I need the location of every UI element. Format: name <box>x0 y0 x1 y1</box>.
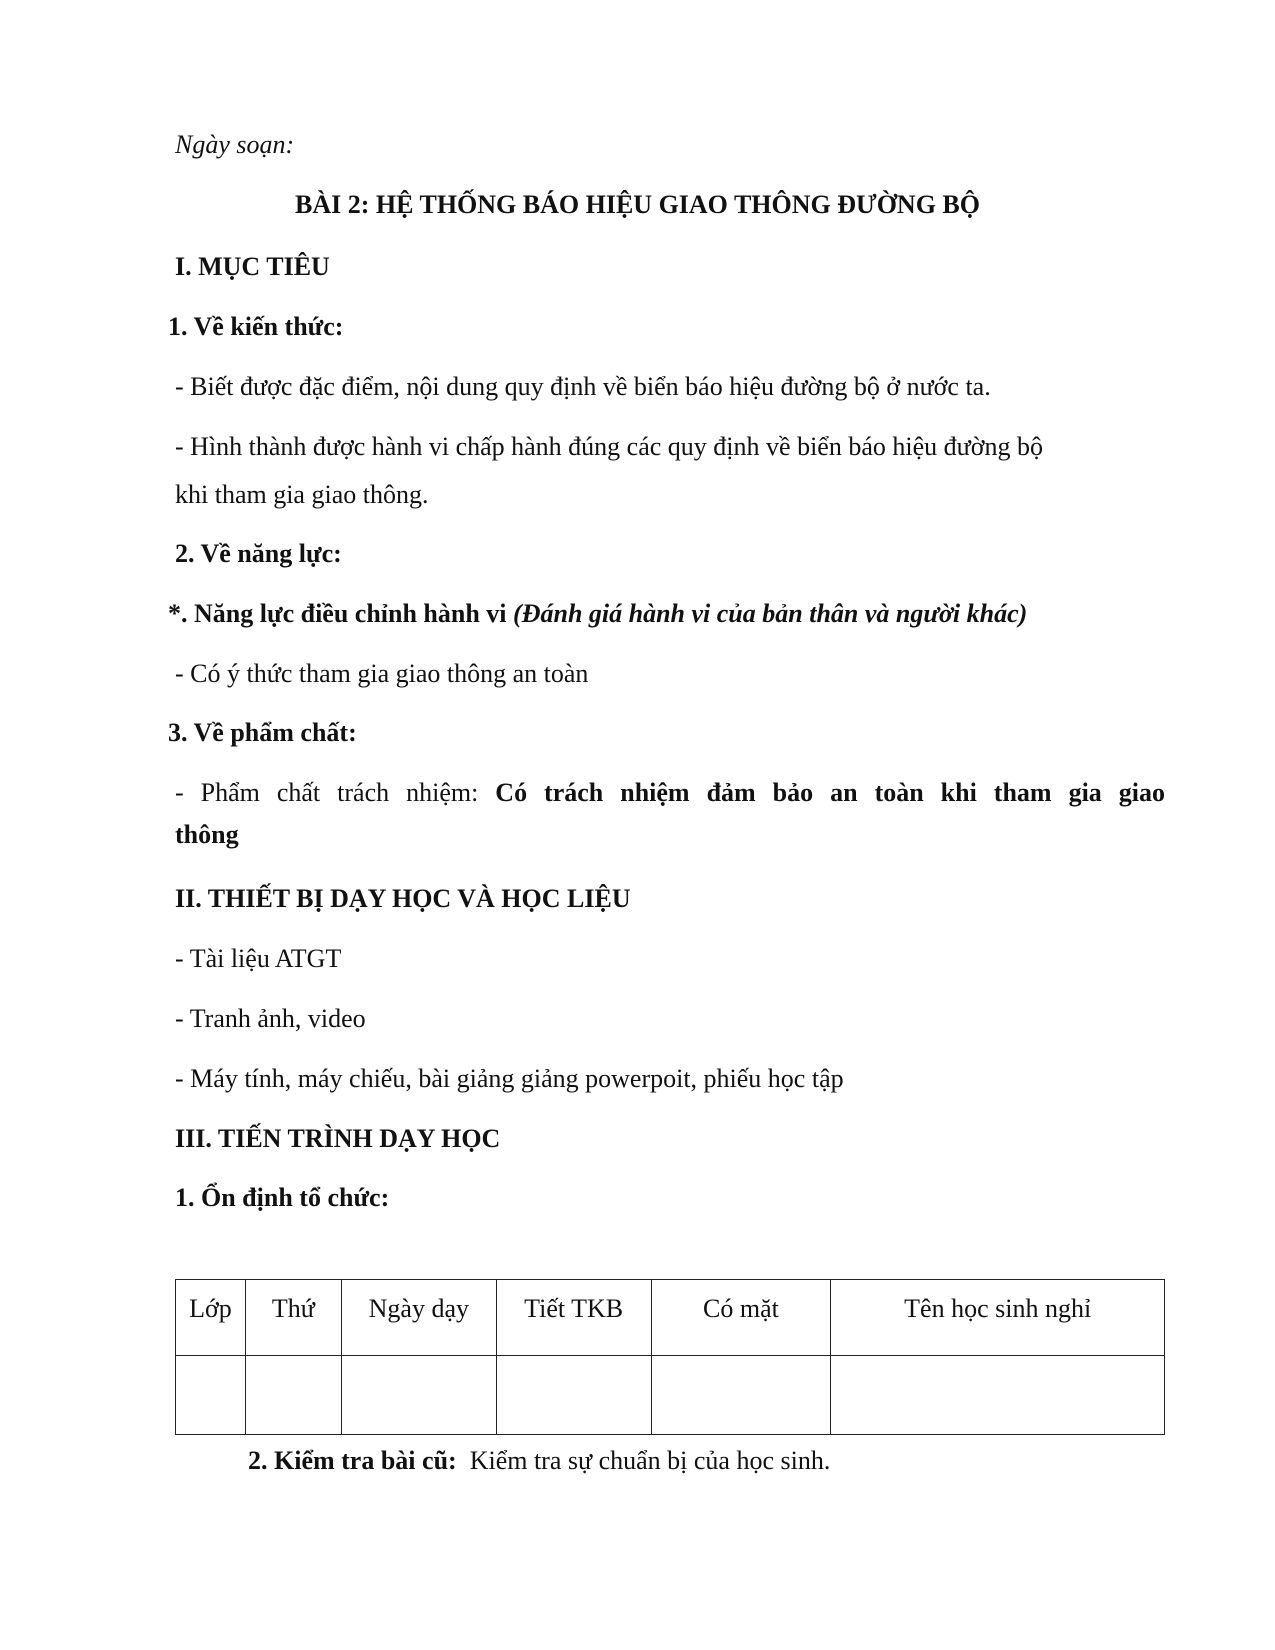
knowledge-item: khi tham gia giao thông. <box>175 480 429 509</box>
review-text: Kiểm tra sự chuẩn bị của học sinh. <box>456 1446 831 1475</box>
table-header-cell: Có mặt <box>651 1280 831 1356</box>
review-heading: 2. Kiểm tra bài cũ: <box>248 1446 457 1475</box>
quality-heading: 3. Về phẩm chất: <box>168 718 357 747</box>
equipment-item: - Máy tính, máy chiếu, bài giảng giảng powerpoit, phiếu học tập <box>175 1064 844 1093</box>
quality-bold-line2: thông <box>175 820 239 849</box>
table-header-row <box>176 1280 1165 1356</box>
table-row <box>176 1356 1165 1435</box>
knowledge-heading: 1. Về kiến thức: <box>168 312 344 341</box>
equipment-item: - Tranh ảnh, video <box>175 1004 366 1033</box>
lesson-title: BÀI 2: HỆ THỐNG BÁO HIỆU GIAO THÔNG ĐƯỜNG BỘ <box>294 190 980 219</box>
competence-item: - Có ý thức tham gia giao thông an toàn <box>175 659 589 688</box>
section-heading-process: III. TIẾN TRÌNH DẠY HỌC <box>175 1124 501 1153</box>
prep-date-label: Ngày soạn: <box>175 130 295 159</box>
review-line <box>248 1444 830 1478</box>
knowledge-item: - Biết được đặc điểm, nội dung quy định về biển báo hiệu đường bộ ở nước ta. <box>175 372 991 401</box>
equipment-item: - Tài liệu ATGT <box>175 944 342 973</box>
competence-heading: 2. Về năng lực: <box>175 539 342 568</box>
competence-subheading <box>168 597 1027 631</box>
competence-sub-bold: *. Năng lực điều chỉnh hành vi <box>168 599 514 628</box>
quality-item <box>175 776 1165 810</box>
table-header-cell: Lớp <box>176 1280 246 1356</box>
organization-heading: 1. Ổn định tổ chức: <box>175 1183 390 1212</box>
competence-sub-italic: (Đánh giá hành vi của bản thân và người khác) <box>513 599 1028 628</box>
attendance-table <box>175 1279 1165 1435</box>
knowledge-item: - Hình thành được hành vi chấp hành đúng các quy định về biển báo hiệu đường bộ <box>175 432 1043 461</box>
quality-prefix: - Phẩm chất trách nhiệm: <box>175 778 496 807</box>
table-header-cell: Ngày dạy <box>341 1280 496 1356</box>
table-cell <box>341 1356 496 1435</box>
section-heading-objectives: I. MỤC TIÊU <box>175 252 330 281</box>
section-heading-equipment: II. THIẾT BỊ DẠY HỌC VÀ HỌC LIỆU <box>175 884 631 913</box>
table-cell <box>176 1356 246 1435</box>
table-cell <box>245 1356 341 1435</box>
quality-bold-line1: Có trách nhiệm đảm bảo an toàn khi tham gia giao <box>495 778 1166 807</box>
table-header-cell: Thứ <box>245 1280 341 1356</box>
table-header-cell: Tên học sinh nghỉ <box>831 1280 1165 1356</box>
table-cell <box>496 1356 651 1435</box>
table-header-cell: Tiết TKB <box>496 1280 651 1356</box>
table-cell <box>831 1356 1165 1435</box>
table-cell <box>651 1356 831 1435</box>
